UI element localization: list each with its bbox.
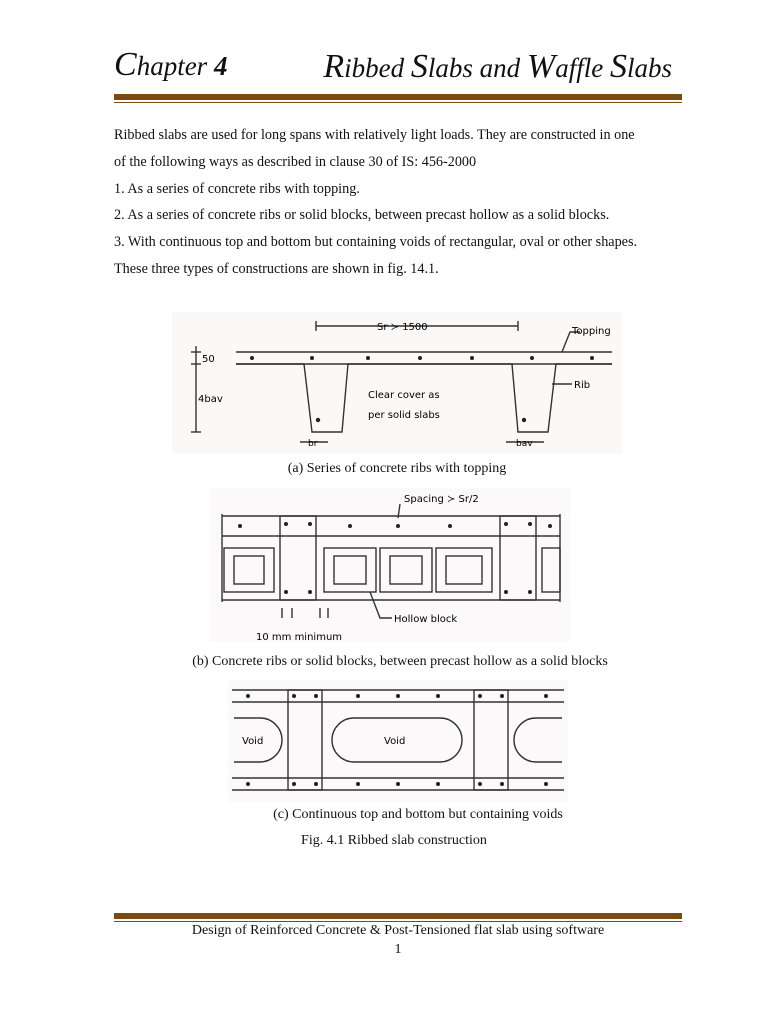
title-part: labs bbox=[626, 53, 672, 83]
caption-b: (b) Concrete ribs or solid blocks, between precast hollow as a solid blocks bbox=[192, 654, 608, 669]
label-cover-2: per solid slabs bbox=[368, 410, 440, 421]
label-void-1: Void bbox=[242, 736, 264, 747]
body-line: 2. As a series of concrete ribs or solid blocks, between precast hollow as a solid blocks. bbox=[114, 207, 610, 224]
title-initial: W bbox=[526, 48, 556, 85]
chapter-title bbox=[323, 48, 672, 86]
label-br: br bbox=[308, 439, 318, 449]
label-spacing: Sr ≻ 1500 bbox=[377, 322, 428, 333]
page-number: 1 bbox=[394, 942, 402, 957]
body-line: Ribbed slabs are used for long spans with relatively light loads. They are constructed in one bbox=[114, 127, 635, 143]
title-initial: S bbox=[410, 48, 428, 85]
figure-a-ribs-with-topping bbox=[172, 312, 622, 454]
caption-a: (a) Series of concrete ribs with topping bbox=[287, 461, 507, 476]
figure-b-ribs-hollow-blocks bbox=[210, 488, 570, 642]
label-rib-depth: 4bav bbox=[198, 394, 223, 405]
title-part: ibbed bbox=[344, 53, 411, 83]
label-bav: bav bbox=[516, 439, 533, 449]
caption-c: (c) Continuous top and bottom but containing voids bbox=[273, 807, 563, 822]
chapter-number: 4 bbox=[213, 51, 228, 81]
title-initial: S bbox=[609, 48, 627, 85]
label-hollow-block: Hollow block bbox=[394, 614, 458, 625]
footer-rule bbox=[114, 913, 682, 919]
figure-title: Fig. 4.1 Ribbed slab construction bbox=[301, 833, 487, 848]
body-text bbox=[114, 122, 684, 283]
body-line: 1. As a series of concrete ribs with topping. bbox=[114, 180, 360, 197]
label-spacing-b: Spacing ≻ Sr/2 bbox=[404, 494, 479, 505]
label-minimum: 10 mm minimum bbox=[256, 632, 343, 642]
chapter-initial: C bbox=[114, 46, 137, 83]
title-initial: R bbox=[323, 48, 345, 85]
footer-text: Design of Reinforced Concrete & Post-Tensioned flat slab using software bbox=[191, 923, 605, 938]
title-part: labs and bbox=[427, 53, 527, 83]
chapter-heading bbox=[114, 46, 227, 84]
label-void-2: Void bbox=[384, 736, 406, 747]
chapter-label: hapter bbox=[136, 51, 208, 81]
body-line: 3. With continuous top and bottom but containing voids of rectangular, oval or other shapes. bbox=[114, 234, 638, 251]
label-cover-1: Clear cover as bbox=[368, 390, 440, 401]
figure-c-continuous-with-voids bbox=[228, 680, 568, 802]
body-line: These three types of constructions are shown in fig. 14.1. bbox=[114, 260, 439, 277]
label-rib: Rib bbox=[574, 380, 591, 391]
label-topping: Topping bbox=[572, 326, 611, 337]
header-rule bbox=[114, 94, 682, 100]
title-part: affle bbox=[555, 53, 610, 83]
header-rule-thin bbox=[114, 102, 682, 103]
label-depth: 50 bbox=[202, 354, 215, 365]
body-line: of the following ways as described in clause 30 of IS: 456-2000 bbox=[114, 153, 477, 170]
